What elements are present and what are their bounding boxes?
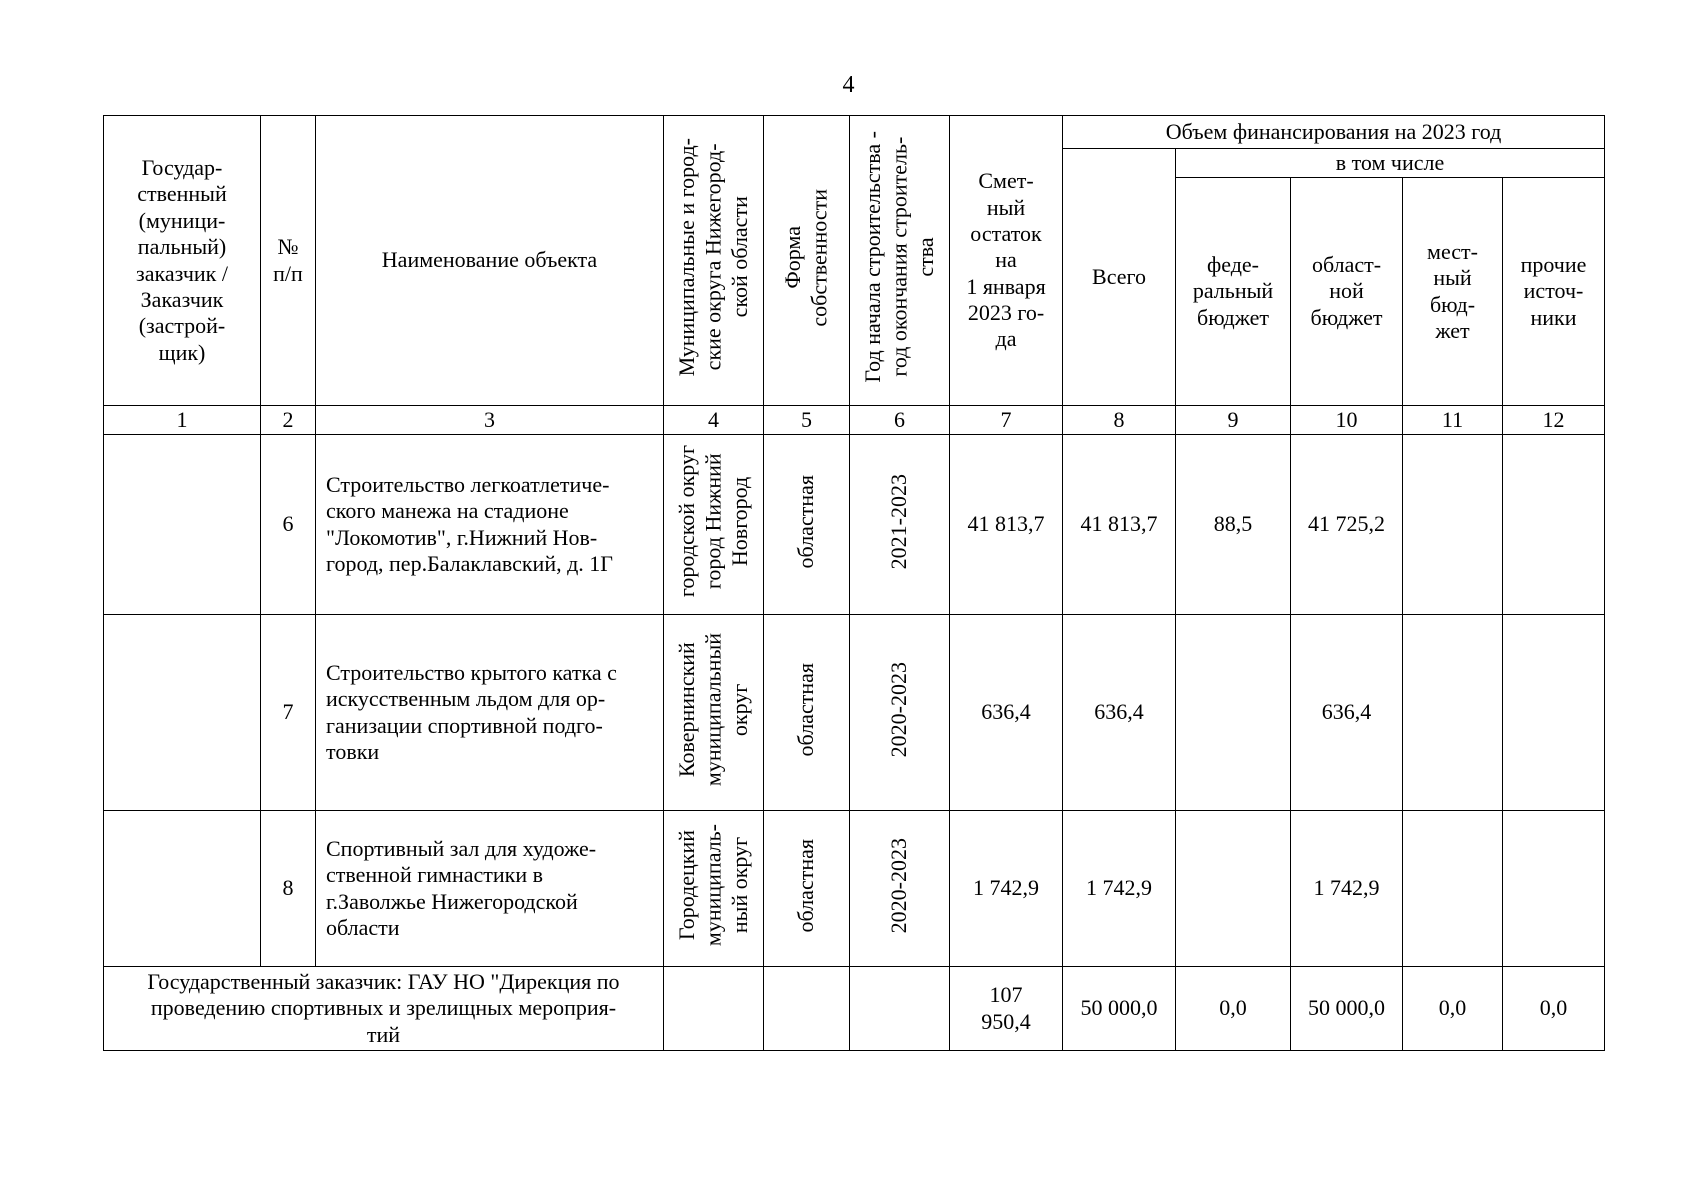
- header-ownership: Форма собственности: [764, 116, 850, 406]
- summary-remainder: 107 950,4: [950, 967, 1063, 1051]
- district-cell: Ковернинский муниципальный округ: [664, 615, 764, 811]
- ownership-cell: областная: [764, 435, 850, 615]
- header-local-budget: мест- ный бюд- жет: [1403, 178, 1503, 406]
- table-row: [104, 615, 1605, 811]
- financing-table: [103, 115, 1605, 1051]
- column-number: 8: [1063, 406, 1176, 435]
- regional-cell: 636,4: [1291, 615, 1403, 811]
- federal-cell: 88,5: [1176, 435, 1291, 615]
- customer-cell: [104, 811, 261, 967]
- row-number: 8: [261, 811, 316, 967]
- other-cell: [1503, 435, 1605, 615]
- summary-other: 0,0: [1503, 967, 1605, 1051]
- customer-cell: [104, 435, 261, 615]
- customer-cell: [104, 615, 261, 811]
- table-row: [104, 435, 1605, 615]
- header-including: в том числе: [1176, 149, 1605, 178]
- summary-empty-cell: [664, 967, 764, 1051]
- column-number: 1: [104, 406, 261, 435]
- district-cell: Городецкий муниципаль- ный округ: [664, 811, 764, 967]
- header-district: Муниципальные и город- ские округа Нижегород- ской области: [664, 116, 764, 406]
- column-number: 3: [316, 406, 664, 435]
- summary-empty-cell: [764, 967, 850, 1051]
- page-number: 4: [842, 72, 855, 98]
- column-number: 9: [1176, 406, 1291, 435]
- years-cell: 2020-2023: [850, 811, 950, 967]
- years-cell: 2020-2023: [850, 615, 950, 811]
- column-number: 11: [1403, 406, 1503, 435]
- column-number: 12: [1503, 406, 1605, 435]
- header-federal-budget: феде- ральный бюджет: [1176, 178, 1291, 406]
- federal-cell: [1176, 615, 1291, 811]
- column-number: 10: [1291, 406, 1403, 435]
- header-customer: Государ- ственный (муници- пальный) заказчик / Заказчик (застрой- щик): [104, 116, 261, 406]
- other-cell: [1503, 811, 1605, 967]
- remainder-cell: 1 742,9: [950, 811, 1063, 967]
- column-number: 2: [261, 406, 316, 435]
- regional-cell: 41 725,2: [1291, 435, 1403, 615]
- regional-cell: 1 742,9: [1291, 811, 1403, 967]
- federal-cell: [1176, 811, 1291, 967]
- column-number: 6: [850, 406, 950, 435]
- summary-federal: 0,0: [1176, 967, 1291, 1051]
- column-numbers-row: [104, 406, 1605, 435]
- header-regional-budget: област- ной бюджет: [1291, 178, 1403, 406]
- local-cell: [1403, 435, 1503, 615]
- total-cell: 1 742,9: [1063, 811, 1176, 967]
- other-cell: [1503, 615, 1605, 811]
- object-name: Спортивный зал для художе- ственной гимнастики в г.Заволжье Нижегородской области: [316, 811, 664, 967]
- column-number: 7: [950, 406, 1063, 435]
- total-cell: 41 813,7: [1063, 435, 1176, 615]
- ownership-cell: областная: [764, 615, 850, 811]
- summary-local: 0,0: [1403, 967, 1503, 1051]
- column-number: 5: [764, 406, 850, 435]
- summary-empty-cell: [850, 967, 950, 1051]
- summary-label: Государственный заказчик: ГАУ НО "Дирекция по проведению спортивных и зрелищных мероприя- тий: [104, 967, 664, 1051]
- local-cell: [1403, 615, 1503, 811]
- remainder-cell: 41 813,7: [950, 435, 1063, 615]
- summary-total: 50 000,0: [1063, 967, 1176, 1051]
- summary-row: [104, 967, 1605, 1051]
- remainder-cell: 636,4: [950, 615, 1063, 811]
- header-estimated-remainder: Смет- ный остаток на 1 января 2023 го- да: [950, 116, 1063, 406]
- row-number: 6: [261, 435, 316, 615]
- local-cell: [1403, 811, 1503, 967]
- total-cell: 636,4: [1063, 615, 1176, 811]
- object-name: Строительство легкоатлетиче- ского манежа на стадионе "Локомотив", г.Нижний Нов- город, пер.Балаклавский, д. 1Г: [316, 435, 664, 615]
- table-row: [104, 811, 1605, 967]
- ownership-cell: областная: [764, 811, 850, 967]
- summary-regional: 50 000,0: [1291, 967, 1403, 1051]
- header-total: Всего: [1063, 149, 1176, 406]
- object-name: Строительство крытого катка с искусственным льдом для ор- ганизации спортивной подго- товки: [316, 615, 664, 811]
- column-number: 4: [664, 406, 764, 435]
- header-construction-years: Год начала строительства - год окончания строитель- ства: [850, 116, 950, 406]
- row-number: 7: [261, 615, 316, 811]
- header-other-sources: прочие источ- ники: [1503, 178, 1605, 406]
- years-cell: 2021-2023: [850, 435, 950, 615]
- header-number: № п/п: [261, 116, 316, 406]
- district-cell: городской округ город Нижний Новгород: [664, 435, 764, 615]
- header-object-name: Наименование объекта: [316, 116, 664, 406]
- header-funding-group: Объем финансирования на 2023 год: [1063, 116, 1605, 149]
